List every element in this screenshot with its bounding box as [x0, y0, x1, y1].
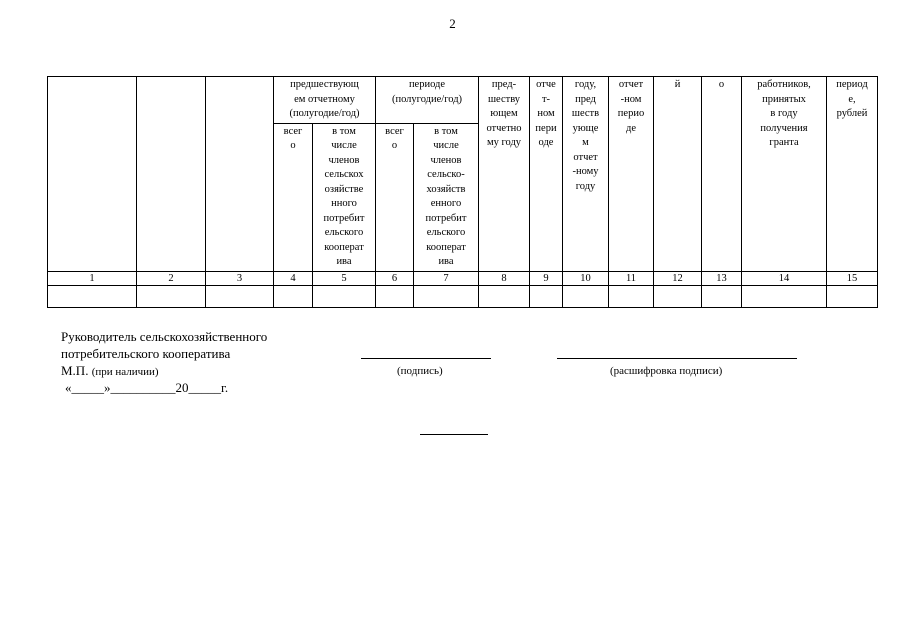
signatory-role-line1: Руководитель сельскохозяйственного	[61, 329, 268, 344]
subheader-cell-4: всег о	[274, 123, 313, 271]
empty-cell[interactable]	[609, 285, 654, 307]
empty-cell[interactable]	[274, 285, 313, 307]
stamp-mp: М.П.	[61, 363, 89, 378]
column-number: 10	[563, 271, 609, 285]
column-number-row	[48, 271, 878, 285]
column-number: 5	[313, 271, 376, 285]
header-cell-3	[206, 77, 274, 272]
header-cell-2	[137, 77, 206, 272]
empty-cell[interactable]	[827, 285, 878, 307]
header-cell-14: работников, принятых в году получения гранта	[742, 77, 827, 272]
empty-cell[interactable]	[563, 285, 609, 307]
column-number: 13	[702, 271, 742, 285]
column-number: 7	[414, 271, 479, 285]
empty-cell[interactable]	[206, 285, 274, 307]
header-cell-8: пред- шеству ющем отчетно му году	[479, 77, 530, 272]
column-number: 14	[742, 271, 827, 285]
header-cell-15: период е, рублей	[827, 77, 878, 272]
header-cell-1	[48, 77, 137, 272]
column-number: 1	[48, 271, 137, 285]
header-cell-10: году, пред шеств ующе м отчет -ному году	[563, 77, 609, 272]
column-number: 12	[654, 271, 702, 285]
signature-decode-caption: (расшифровка подписи)	[610, 365, 723, 377]
column-number: 4	[274, 271, 313, 285]
signature-caption: (подпись)	[397, 365, 443, 377]
stamp-note: (при наличии)	[91, 366, 159, 378]
column-number: 15	[827, 271, 878, 285]
empty-cell[interactable]	[530, 285, 563, 307]
column-number: 6	[376, 271, 414, 285]
header-cell-6-7: периоде (полугодие/год)	[376, 77, 479, 124]
stamp-label	[61, 363, 159, 379]
header-row	[48, 77, 878, 124]
column-number: 3	[206, 271, 274, 285]
subheader-cell-6: всег о	[376, 123, 414, 271]
signature-decode-line	[557, 358, 797, 359]
empty-cell[interactable]	[376, 285, 414, 307]
data-row-empty	[48, 285, 878, 307]
column-number: 11	[609, 271, 654, 285]
empty-cell[interactable]	[48, 285, 137, 307]
signatory-role-line2: потребительского кооператива	[61, 346, 231, 361]
empty-cell[interactable]	[479, 285, 530, 307]
header-cell-9: отче т- ном пери оде	[530, 77, 563, 272]
column-number: 2	[137, 271, 206, 285]
header-cell-12: й	[654, 77, 702, 272]
page-number: 2	[449, 16, 456, 31]
header-cell-11: отчет -ном перио де	[609, 77, 654, 272]
empty-cell[interactable]	[313, 285, 376, 307]
empty-cell[interactable]	[414, 285, 479, 307]
empty-cell[interactable]	[702, 285, 742, 307]
column-number: 8	[479, 271, 530, 285]
header-cell-4-5: предшествующ ем отчетному (полугодие/год)	[274, 77, 376, 124]
empty-cell[interactable]	[137, 285, 206, 307]
report-table	[47, 76, 878, 308]
header-cell-13: о	[702, 77, 742, 272]
column-number: 9	[530, 271, 563, 285]
empty-cell[interactable]	[742, 285, 827, 307]
subheader-cell-5: в том числе членов сельскох озяйстве нного потребит ельского кооперат ива	[313, 123, 376, 271]
subheader-cell-7: в том числе членов сельско- хозяйств енного потребит ельского кооперат ива	[414, 123, 479, 271]
signature-line	[361, 358, 491, 359]
footnote-separator	[420, 434, 488, 435]
empty-cell[interactable]	[654, 285, 702, 307]
date-line: «_____»__________20_____г.	[65, 380, 229, 395]
